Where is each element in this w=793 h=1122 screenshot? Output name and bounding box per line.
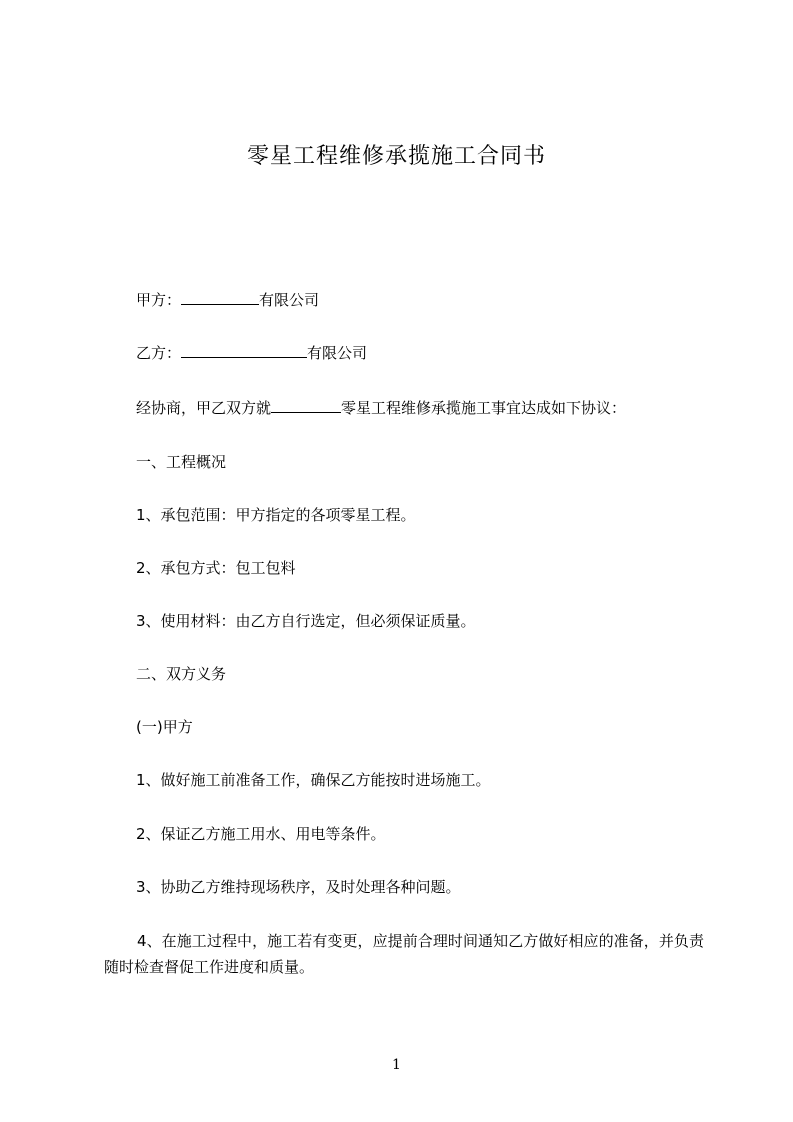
party-a-suffix: 有限公司 (259, 291, 320, 309)
intro-line (136, 398, 626, 418)
section-2-item-1: 1、做好施工前准备工作，确保乙方能按时进场施工。 (136, 771, 491, 789)
party-b-label: 乙方： (136, 344, 182, 362)
section-1-heading: 一、工程概况 (136, 453, 227, 471)
party-b-blank (181, 343, 307, 358)
intro-blank (271, 398, 341, 413)
section-2-item-2: 2、保证乙方施工用水、用电等条件。 (136, 825, 386, 843)
section-1-item-1: 1、承包范围：甲方指定的各项零星工程。 (136, 506, 416, 524)
section-2-paragraph-4: 4、在施工过程中，施工若有变更，应提前合理时间通知乙方做好相应的准备，并负责随时检查督促工作进度和质量。 (104, 932, 704, 976)
section-2-heading: 二、双方义务 (136, 665, 227, 683)
section-1-item-2: 2、承包方式：包工包料 (136, 559, 296, 577)
document-title: 零星工程维修承揽施工合同书 (246, 144, 546, 169)
party-a-blank (181, 290, 259, 305)
party-a-label: 甲方： (136, 291, 182, 309)
section-1-item-3: 3、使用材料：由乙方自行选定，但必须保证质量。 (136, 612, 476, 630)
party-b-line (136, 343, 367, 363)
section-2-sub-heading: (一)甲方 (136, 718, 193, 736)
page-number: 1 (392, 1057, 401, 1073)
intro-suffix: 零星工程维修承揽施工事宜达成如下协议： (341, 399, 627, 417)
intro-prefix: 经协商，甲乙双方就 (136, 399, 272, 417)
section-2-item-3: 3、协助乙方维持现场秩序，及时处理各种问题。 (136, 878, 461, 896)
party-a-line (136, 290, 319, 310)
party-b-suffix: 有限公司 (307, 344, 368, 362)
